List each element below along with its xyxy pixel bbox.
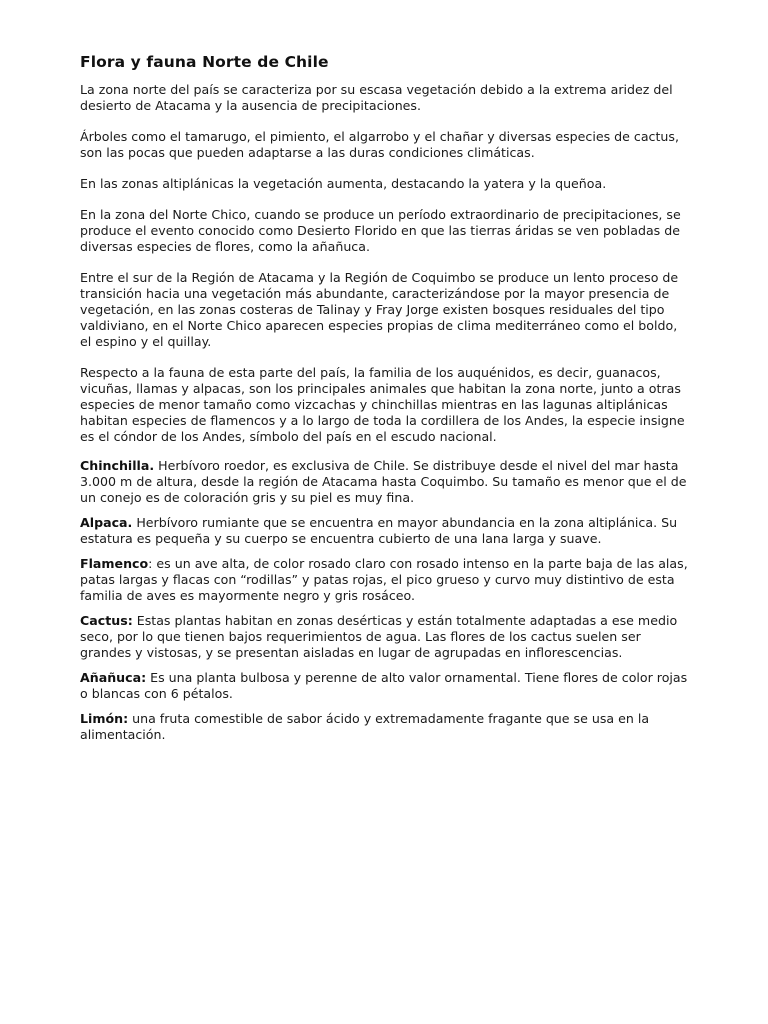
paragraph-desierto-florido: En la zona del Norte Chico, cuando se produce un período extraordinario de precipitaciones, se produce el evento conocido como Desierto Florido en que las tierras áridas se ven pobladas de diversas especies de flores, como la añañuca. xyxy=(80,207,681,254)
definition-ananuca xyxy=(80,670,688,702)
definition-term: Añañuca: xyxy=(80,670,147,685)
definition-text: Es una planta bulbosa y perenne de alto valor ornamental. Tiene flores de color rojas o blancas con 6 pétalos. xyxy=(80,670,688,701)
paragraph-transition: Entre el sur de la Región de Atacama y la Región de Coquimbo se produce un lento proceso de transición hacia una vegetación más abundante, caracterizándose por la mayor presencia de vegetación, en las zonas costeras de Talinay y Fray Jorge existen bosques residuales del tipo valdiviano, en el Norte Chico aparecen especies propias de clima mediterráneo como el boldo, el espino y el quillay. xyxy=(80,270,679,349)
definition-text: Estas plantas habitan en zonas desérticas y están totalmente adaptadas a ese medio seco, por lo que tienen bajos requerimientos de agua. Las flores de los cactus suelen ser grandes y vistosas, y se presentan aisladas en lugar de agrupadas en inflorescencias. xyxy=(80,613,678,660)
paragraph-trees: Árboles como el tamarugo, el pimiento, el algarrobo y el chañar y diversas especies de cactus, son las pocas que pueden adaptarse a las duras condiciones climáticas. xyxy=(80,129,679,160)
definition-chinchilla xyxy=(80,458,688,506)
definition-term: Chinchilla. xyxy=(80,458,155,473)
definition-cactus xyxy=(80,613,688,661)
paragraph-intro: La zona norte del país se caracteriza por su escasa vegetación debido a la extrema aridez del desierto de Atacama y la ausencia de precipitaciones. xyxy=(80,82,673,113)
page-title: Flora y fauna Norte de Chile xyxy=(80,53,329,71)
definition-text: : es un ave alta, de color rosado claro con rosado intenso en la parte baja de las alas, patas largas y flacas con “rodillas” y patas rojas, el pico grueso y curvo muy distintivo de esta familia de aves es mayormente negro y gris rosáceo. xyxy=(80,556,688,603)
definition-term: Cactus: xyxy=(80,613,133,628)
definition-alpaca xyxy=(80,515,688,547)
definition-term: Alpaca. xyxy=(80,515,133,530)
definition-text: Herbívoro rumiante que se encuentra en mayor abundancia en la zona altiplánica. Su estatura es pequeña y su cuerpo se encuentra cubierto de una lana larga y suave. xyxy=(80,515,678,546)
definition-limon xyxy=(80,711,688,743)
definition-flamenco xyxy=(80,556,688,604)
definition-text: Herbívoro roedor, es exclusiva de Chile. Se distribuye desde el nivel del mar hasta 3.000 m de altura, desde la región de Atacama hasta Coquimbo. Su tamaño es menor que el de un conejo es de coloración gris y su piel es muy fina. xyxy=(80,458,687,505)
definition-term: Flamenco xyxy=(80,556,149,571)
definition-term: Limón: xyxy=(80,711,129,726)
definition-text: una fruta comestible de sabor ácido y extremadamente fragante que se usa en la alimentación. xyxy=(80,711,650,742)
paragraph-fauna: Respecto a la fauna de esta parte del país, la familia de los auquénidos, es decir, guanacos, vicuñas, llamas y alpacas, son los principales animales que habitan la zona norte, junto a otras especies de menor tamaño como vizcachas y chinchillas mientras en las lagunas altiplánicas habitan especies de flamencos y a lo largo de toda la cordillera de los Andes, la especie insigne es el cóndor de los Andes, símbolo del país en el escudo nacional. xyxy=(80,365,685,444)
paragraph-altiplano: En las zonas altiplánicas la vegetación aumenta, destacando la yatera y la queñoa. xyxy=(80,176,607,191)
